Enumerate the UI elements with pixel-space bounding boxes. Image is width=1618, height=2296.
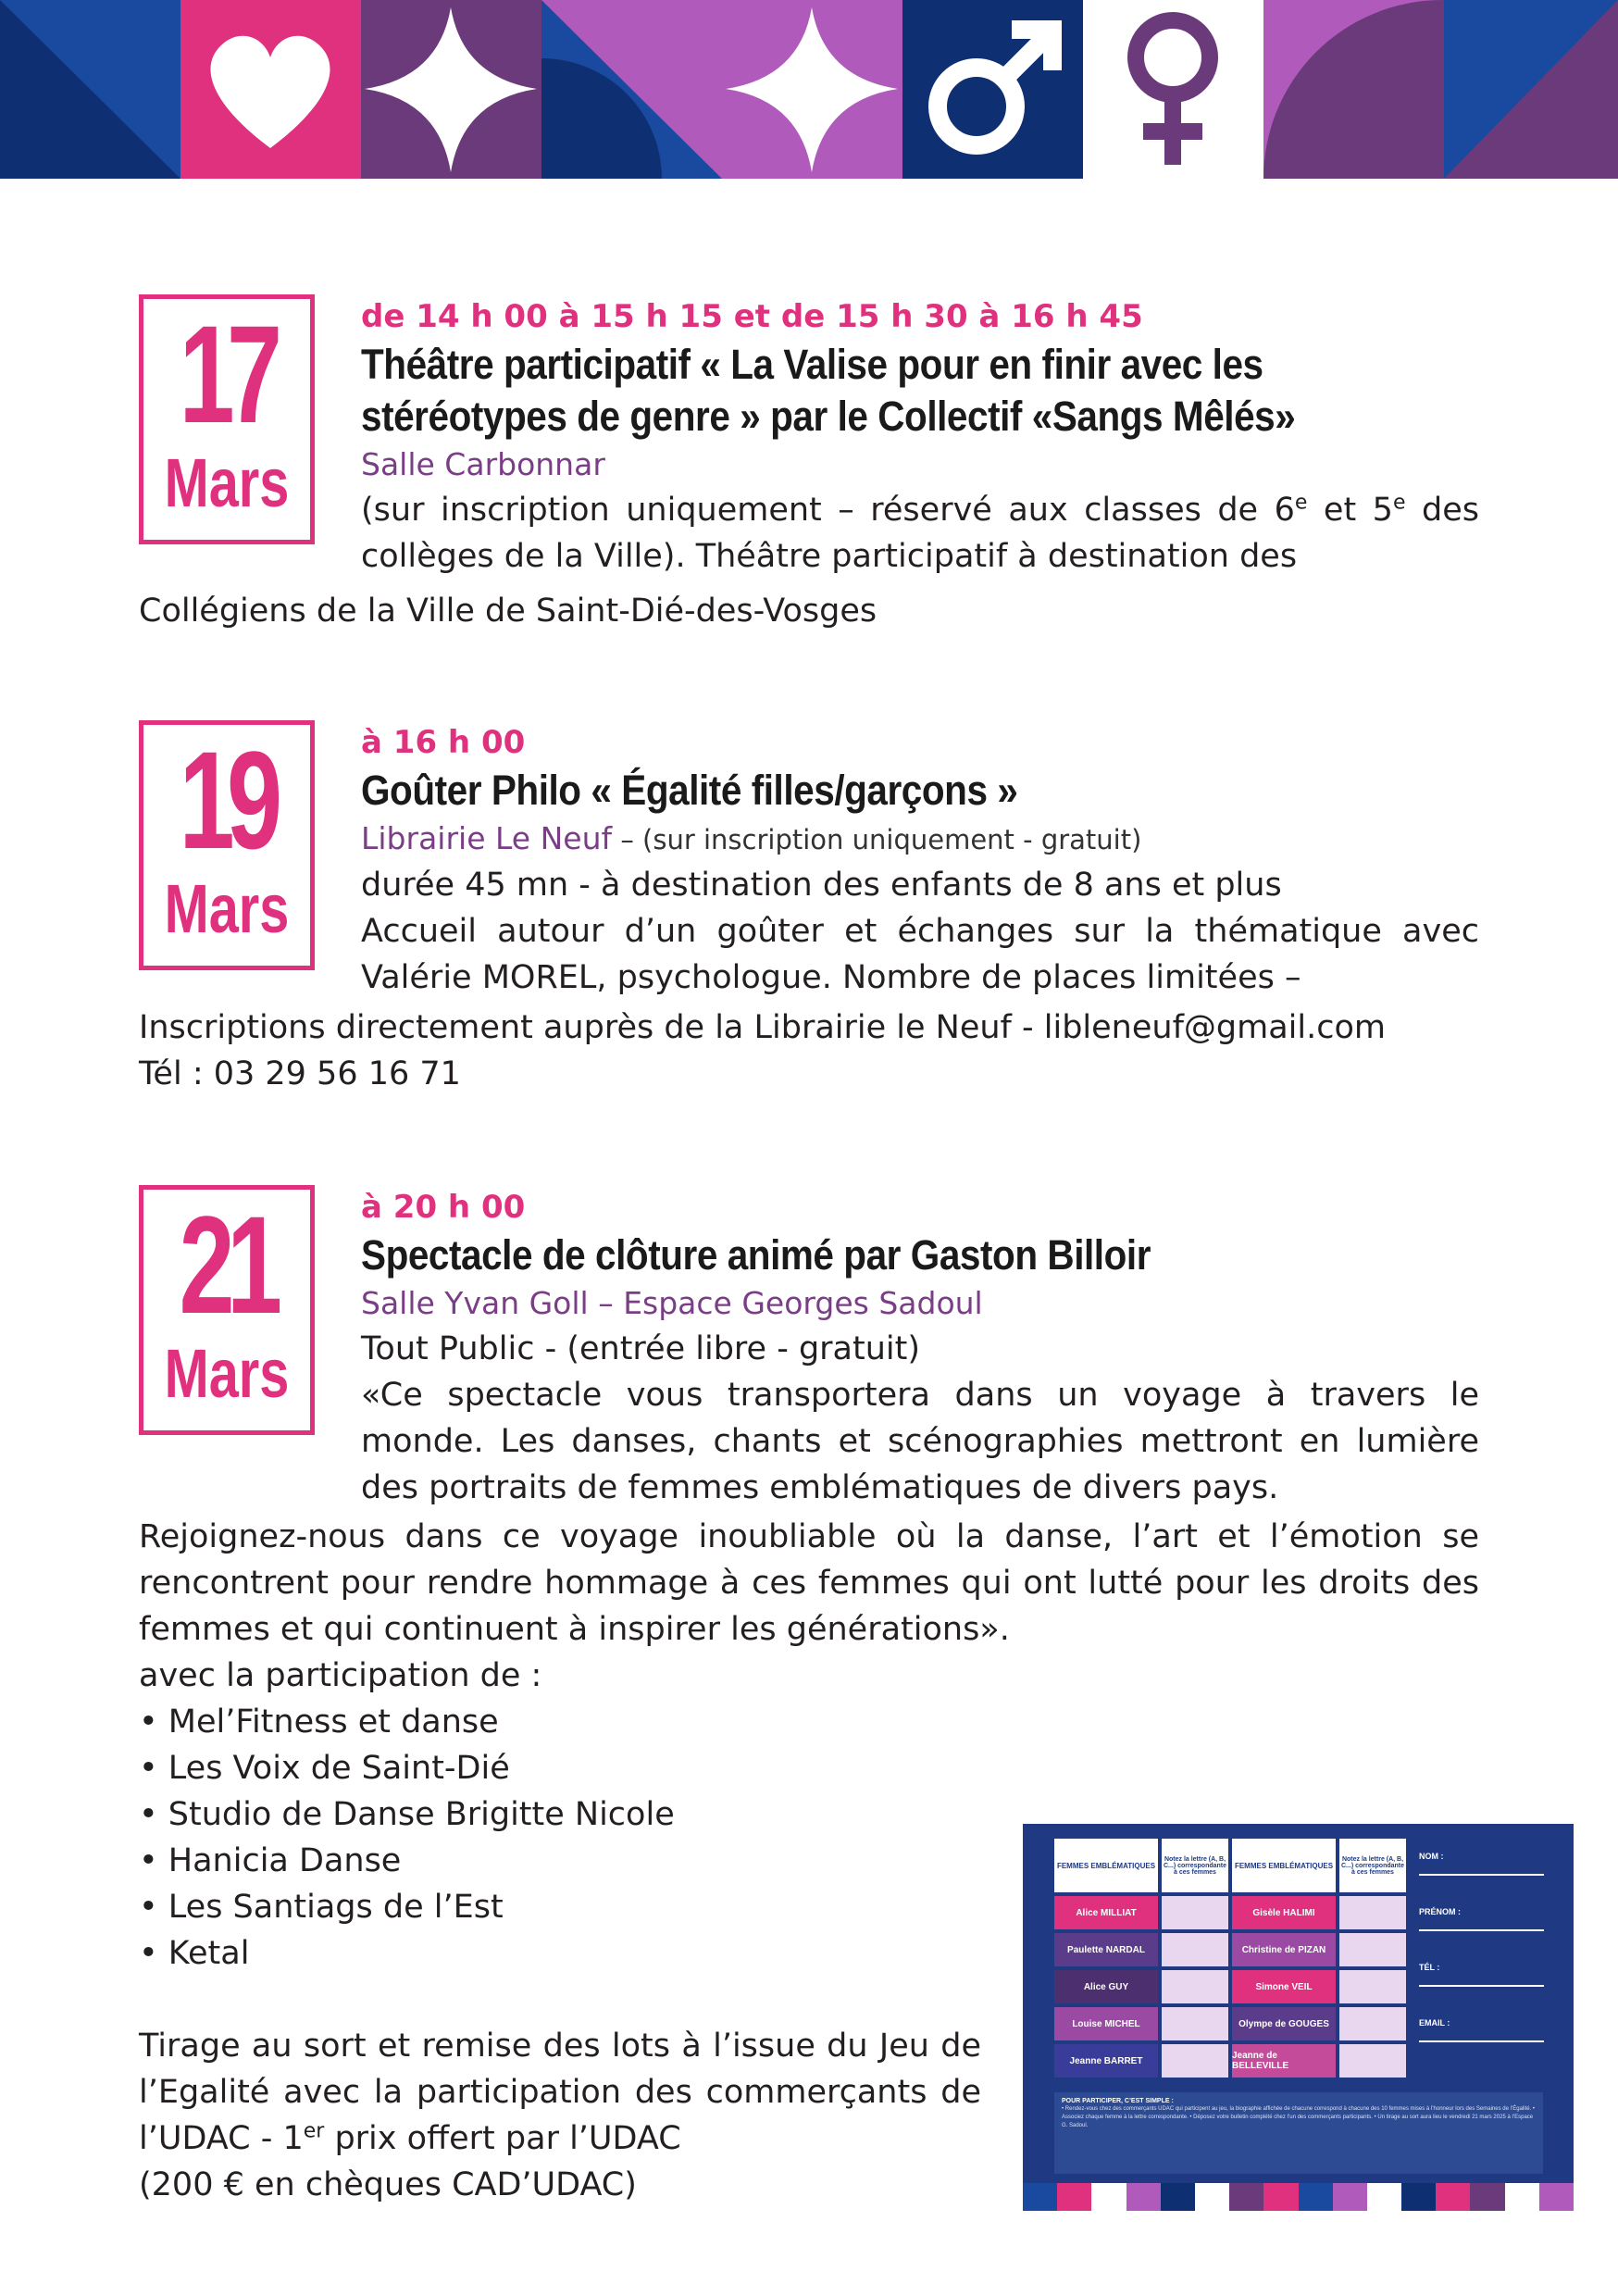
name-cell: Jeanne BARRET: [1054, 2044, 1158, 2078]
event-time: de 14 h 00 à 15 h 15 et de 15 h 30 à 16 h 45: [361, 298, 1143, 335]
game-card-banner-strip: [1023, 2183, 1574, 2211]
date-box: [139, 720, 315, 970]
event-time: à 16 h 00: [361, 724, 526, 761]
list-item: • Hanicia Danse: [139, 1838, 1479, 1884]
list-item: • Mel’Fitness et danse: [139, 1699, 1479, 1745]
registration-note: – (sur inscription uniquement - gratuit): [612, 824, 1142, 855]
list-item: • Les Santiags de l’Est: [139, 1884, 1479, 1930]
event-description: (sur inscription uniquement – réservé aux classes de 6e et 5e des collèges de la Ville). Théâtre participatif à destination des: [361, 491, 1479, 575]
banner-tile: [361, 0, 541, 179]
date-day: 19: [179, 722, 275, 878]
list-item: • Les Voix de Saint-Dié: [139, 1745, 1479, 1791]
event-info: [361, 720, 1479, 1001]
event-info: [361, 1185, 1479, 1511]
answer-box[interactable]: [1339, 1933, 1406, 1966]
event-description: «Ce spectacle vous transportera dans un voyage à travers le monde. Les danses, chants et scénographies mettront en lumière des portraits de femmes emblématiques de divers pays.: [361, 1377, 1479, 1506]
event-description-continued: Collégiens de la Ville de Saint-Dié-des-Vosges: [139, 593, 877, 630]
event-info: [361, 294, 1479, 580]
table-row: [1054, 1896, 1406, 1929]
rules-title: POUR PARTICIPER, C’EST SIMPLE :: [1062, 2098, 1174, 2104]
answer-box[interactable]: [1339, 2044, 1406, 2078]
table-row: [1054, 2044, 1406, 2078]
event-audience: Tout Public - (entrée libre - gratuit): [361, 1330, 921, 1367]
table-row: [1054, 1970, 1406, 2003]
event-description-continued: Rejoignez-nous dans ce voyage inoubliable où la danse, l’art et l’émotion se rencontrent pour rendre hommage à ces femmes qui ont lutté pour les droits des femmes et qui continuent à inspirer les générations».: [139, 1518, 1479, 1648]
answer-box[interactable]: [1162, 2007, 1228, 2040]
event-description: Accueil autour d’un goûter et échanges sur la thématique avec Valérie MOREL, psychologue. Nombre de places limitées –: [361, 913, 1479, 996]
banner-tile: [902, 0, 1083, 179]
participation-intro: avec la participation de :: [139, 1657, 542, 1694]
table-row: [1054, 1933, 1406, 1966]
email-field[interactable]: EMAIL :: [1419, 2018, 1544, 2042]
date-month: Mars: [164, 444, 290, 521]
prize-draw-text: Tirage au sort et remise des lots à l’issue du Jeu de l’Egalité avec la participation des commerçants de l’UDAC - 1er prix offert par l’UDAC (200 € en chèques CAD’UDAC): [139, 2028, 981, 2203]
name-cell: Christine de PIZAN: [1232, 1933, 1336, 1966]
date-month: Mars: [164, 870, 290, 947]
rules-text: • Rendez-vous chez des commerçants UDAC qui participent au jeu, la biographie affichée de chacune correspond à chacune des 10 femmes mises à l’honneur lors des Semaines de l’Égalité. • Associez chaque femme à la lettre correspondante. • Déposez votre bulletin complété chez l’un des commerçants participants. • Un tirage au sort aura lieu le vendredi 21 mars 2025 à l’Espace G. Sadoul.: [1062, 2106, 1536, 2128]
event-place: Librairie Le Neuf – (sur inscription uniquement - gratuit): [361, 820, 1142, 856]
answer-box[interactable]: [1339, 1970, 1406, 2003]
banner-tile: [541, 0, 722, 179]
name-cell: Simone VEIL: [1232, 1970, 1336, 2003]
answer-box[interactable]: [1162, 2044, 1228, 2078]
game-grid: [1054, 1839, 1406, 2081]
table-row: [1054, 2007, 1406, 2040]
list-item: • Ketal: [139, 1930, 1479, 1977]
name-cell: Paulette NARDAL: [1054, 1933, 1158, 1966]
list-item: • Studio de Danse Brigitte Nicole: [139, 1791, 1479, 1838]
header-banner: [0, 0, 1618, 179]
answer-box[interactable]: [1162, 1933, 1228, 1966]
event-place: Salle Carbonnar: [361, 446, 605, 482]
event-phone: Tél : 03 29 56 16 71: [139, 1055, 461, 1092]
name-cell: Jeanne de BELLEVILLE: [1232, 2044, 1336, 2078]
answer-box[interactable]: [1339, 1896, 1406, 1929]
banner-tile: [0, 0, 180, 179]
event-place: Salle Yvan Goll – Espace Georges Sadoul: [361, 1285, 983, 1321]
banner-tile: [180, 0, 361, 179]
date-month: Mars: [164, 1335, 290, 1412]
column-header: Notez la lettre (A, B, C...) correspondante à ces femmes: [1339, 1839, 1406, 1892]
table-header-row: [1054, 1839, 1406, 1892]
name-cell: Louise MICHEL: [1054, 2007, 1158, 2040]
equality-game-card: [1023, 1824, 1574, 2211]
event-title: Théâtre participatif « La Valise pour en finir avec les stéréotypes de genre » par le Collectif «Sangs Mêlés»: [361, 341, 1296, 440]
column-header: FEMMES EMBLÉMATIQUES: [1232, 1839, 1336, 1892]
answer-box[interactable]: [1162, 1896, 1228, 1929]
event-duration: durée 45 mn - à destination des enfants de 8 ans et plus: [361, 867, 1282, 904]
name-cell: Gisèle HALIMI: [1232, 1896, 1336, 1929]
event-time: à 20 h 00: [361, 1189, 526, 1226]
answer-box[interactable]: [1339, 2007, 1406, 2040]
banner-tile: [1444, 0, 1618, 179]
name-field[interactable]: NOM :: [1419, 1852, 1544, 1876]
banner-tile: [1263, 0, 1444, 179]
firstname-field[interactable]: PRÉNOM :: [1419, 1907, 1544, 1931]
column-header: Notez la lettre (A, B, C...) correspondante à ces femmes: [1162, 1839, 1228, 1892]
event-title: Goûter Philo « Égalité filles/garçons »: [361, 767, 1018, 814]
date-box: [139, 294, 315, 544]
event-title: Spectacle de clôture animé par Gaston Billoir: [361, 1231, 1151, 1279]
name-cell: Alice GUY: [1054, 1970, 1158, 2003]
column-header: FEMMES EMBLÉMATIQUES: [1054, 1839, 1158, 1892]
name-cell: Olympe de GOUGES: [1232, 2007, 1336, 2040]
date-day: 21: [179, 1187, 275, 1342]
answer-box[interactable]: [1162, 1970, 1228, 2003]
banner-tile: [722, 0, 902, 179]
banner-tile: [1083, 0, 1263, 179]
date-box: [139, 1185, 315, 1435]
date-day: 17: [179, 296, 275, 452]
phone-field[interactable]: TÉL :: [1419, 1963, 1544, 1987]
event-description-continued: Inscriptions directement auprès de la Librairie le Neuf - libleneuf@gmail.com: [139, 1009, 1386, 1046]
game-rules: [1054, 2092, 1543, 2174]
name-cell: Alice MILLIAT: [1054, 1896, 1158, 1929]
